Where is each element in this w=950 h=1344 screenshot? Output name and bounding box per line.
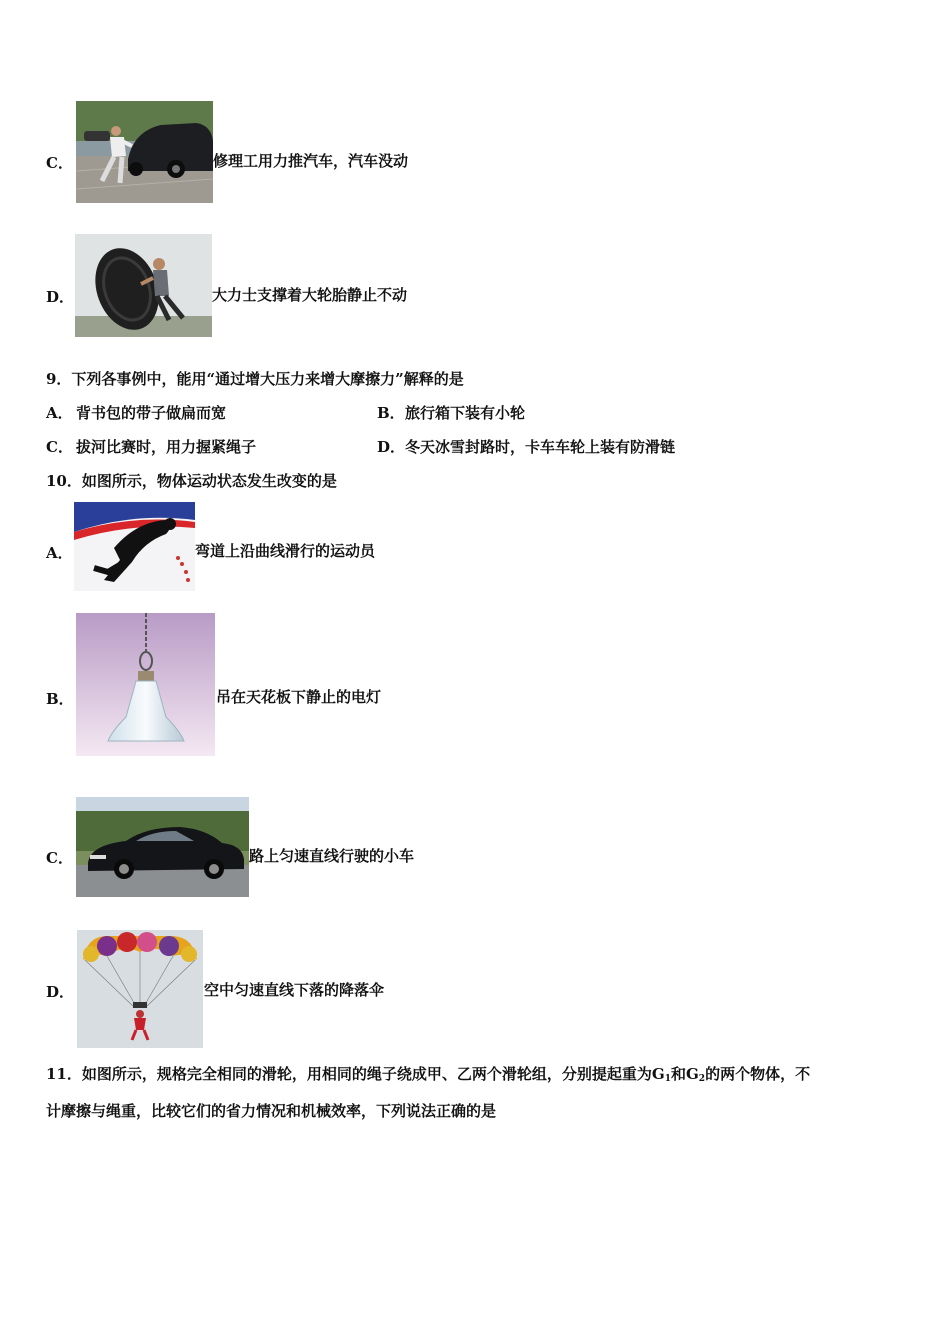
g2-subscript: 2 (698, 1074, 706, 1084)
q10-option-c-label: C． (46, 849, 73, 867)
q9-option-b-label: B． (377, 404, 405, 422)
sedan-photo (76, 797, 249, 897)
q10-option-d-text: 空中匀速直线下落的降落伞 (204, 981, 385, 999)
skater-photo (74, 502, 195, 591)
q9-option-c-text: 拔河比赛时，用力握紧绳子 (76, 438, 257, 456)
q10-option-b-text: 吊在天花板下静止的电灯 (216, 688, 382, 706)
lamp-photo (76, 613, 215, 756)
q9-stem: 9．下列各事例中，能用“通过增大压力来增大摩擦力”解释的是 (46, 370, 464, 388)
q9-option-a-text: 背书包的带子做扁而宽 (76, 404, 227, 422)
tire-photo (75, 234, 212, 337)
q9-option-b-text: 旅行箱下装有小轮 (405, 404, 526, 422)
q9-option-d-label: D． (377, 438, 406, 456)
q9-option-a-label: A． (46, 404, 73, 422)
q8-option-c-label: C． (46, 154, 73, 172)
g1-subscript: 1 (664, 1074, 671, 1084)
q9-option-c-label: C． (46, 438, 73, 456)
and-word: 和 (670, 1065, 686, 1083)
q10-stem: 10．如图所示，物体运动状态发生改变的是 (46, 472, 337, 490)
q10-option-d-label: D． (46, 983, 75, 1001)
q10-option-a-label: A． (46, 544, 73, 562)
q9-option-d-text: 冬天冰雪封路时，卡车车轮上装有防滑链 (405, 438, 676, 456)
q10-option-c-text: 路上匀速直线行驶的小车 (249, 847, 415, 865)
q11-line-2: 计摩擦与绳重，比较它们的省力情况和机械效率，下列说法正确的是 (46, 1102, 497, 1120)
q8-option-c-text: 修理工用力推汽车，汽车没动 (213, 152, 409, 170)
q10-option-b-label: B． (46, 690, 74, 708)
q11-line-1 (46, 1064, 810, 1089)
q8-option-d-label: D． (46, 288, 75, 306)
parachute-photo (77, 930, 203, 1048)
g2-symbol: G (685, 1065, 699, 1083)
q11-line-1-end: 的两个物体，不 (705, 1065, 811, 1083)
g1-symbol: G (651, 1065, 665, 1083)
q10-option-a-text: 弯道上沿曲线滑行的运动员 (195, 542, 376, 560)
q8-option-d-text: 大力士支撑着大轮胎静止不动 (212, 286, 408, 304)
q11-line-1-start: 11．如图所示，规格完全相同的滑轮，用相同的绳子绕成甲、乙两个滑轮组，分别提起重为 (46, 1065, 652, 1083)
car-push-photo (76, 101, 213, 203)
